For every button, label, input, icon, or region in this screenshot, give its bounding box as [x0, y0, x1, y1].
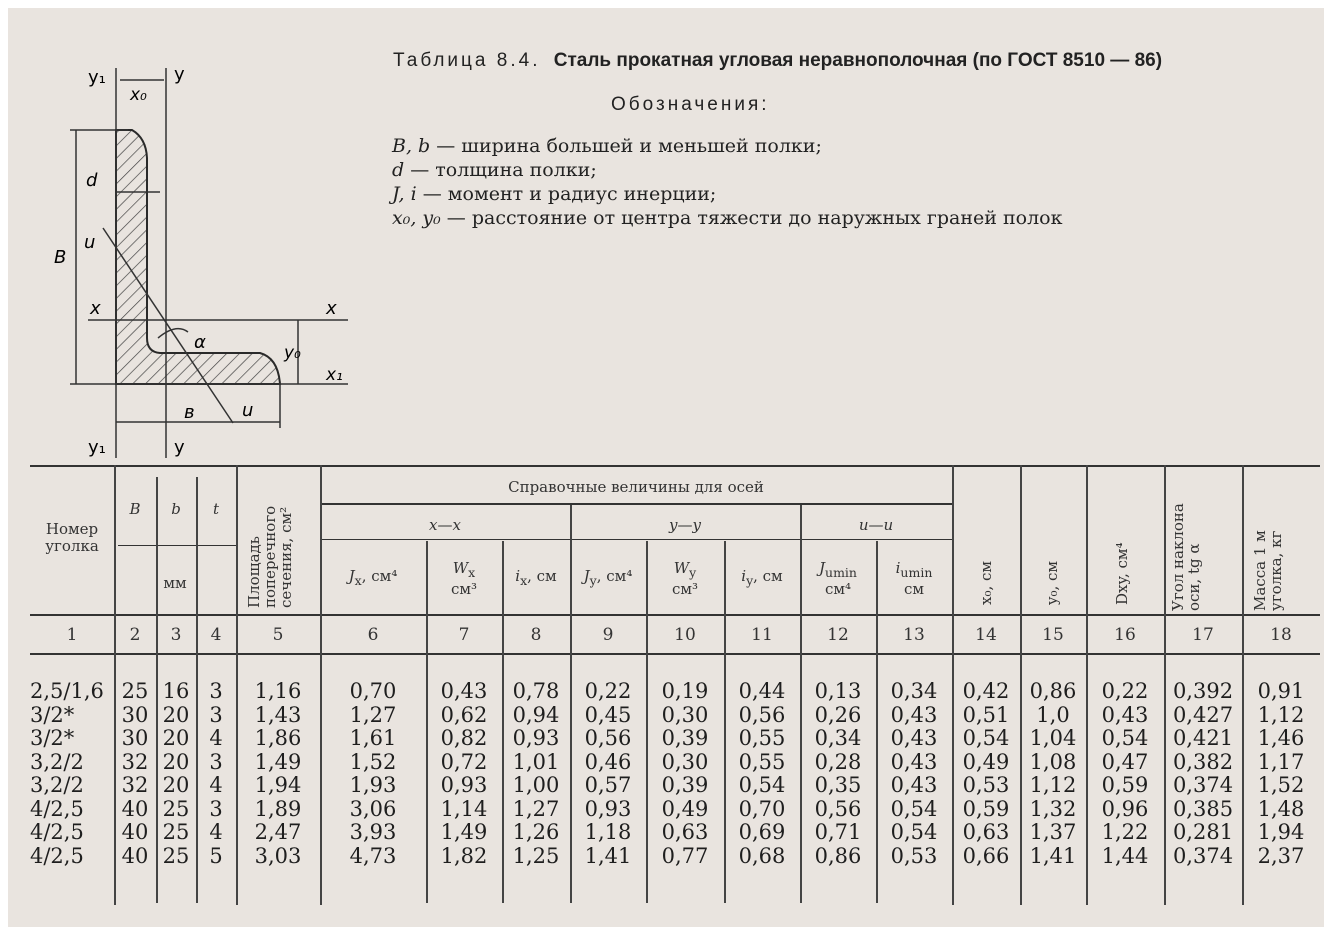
header-bottom-rule: [30, 614, 1320, 616]
table-cell: 0,43: [890, 749, 938, 774]
table-cell: 4: [209, 773, 223, 797]
label-x-right: x: [326, 298, 337, 319]
header-mass: Масса 1 м уголка, кг: [1251, 530, 1285, 611]
table-cell: 20: [162, 773, 190, 797]
table-cell: 0,43: [890, 702, 938, 727]
column-number: 10: [674, 625, 696, 645]
definition-symbols: J, i: [392, 183, 417, 205]
cell-nomer: 3/2*: [30, 702, 75, 727]
table-cell: 0,34: [814, 726, 862, 750]
column-number: 14: [975, 625, 997, 645]
table-cell: 0,62: [440, 702, 488, 727]
data-table: [30, 463, 1320, 913]
table-cell: 0,72: [440, 749, 488, 774]
table-cell: 1,22: [1101, 820, 1149, 844]
page-scan: [8, 8, 1324, 927]
column-number: 2: [129, 625, 141, 645]
notation-heading: Обозначения:: [611, 94, 770, 115]
table-cell: 5: [209, 843, 223, 868]
header-B: B: [129, 500, 141, 518]
label-alpha: α: [194, 332, 206, 353]
table-cell: 0,86: [814, 843, 862, 868]
table-cell: 0,54: [962, 726, 1010, 750]
table-cell: 1,49: [254, 749, 302, 774]
table-cell: 1,00: [512, 773, 560, 797]
table-cell: 0,56: [814, 796, 862, 821]
table-cell: 1,86: [254, 726, 302, 750]
table-cell: 2,37: [1257, 843, 1305, 868]
definition-row: [392, 134, 1062, 158]
table-cell: 0,57: [584, 773, 632, 797]
table-cell: 0,93: [440, 773, 488, 797]
cell-nomer: 4/2,5: [30, 843, 84, 868]
definition-text: — ширина большей и меньшей полки;: [430, 135, 822, 157]
table-cell: 1,41: [1029, 843, 1077, 868]
header-mm: мм: [163, 574, 187, 592]
column-number: 17: [1192, 625, 1214, 645]
header-uu: u—u: [858, 516, 894, 534]
table-cell: 1,0: [1036, 702, 1070, 727]
table-cell: 40: [121, 820, 149, 844]
header-x0: x₀, см: [977, 560, 995, 605]
table-cell: 1,48: [1257, 796, 1305, 821]
table-cell: 0,22: [584, 679, 632, 703]
table-cell: 0,43: [890, 726, 938, 750]
table-cell: 0,66: [962, 843, 1010, 868]
table-cell: 40: [121, 796, 149, 821]
table-cell: 1,44: [1101, 843, 1149, 868]
cell-nomer: 3,2/2: [30, 773, 84, 797]
table-cell: 1,12: [1029, 773, 1077, 797]
table-cell: 0,59: [1101, 773, 1149, 797]
table-cell: 1,52: [349, 749, 397, 774]
table-cell: 0,54: [890, 796, 938, 821]
table-cell: 0,39: [661, 773, 709, 797]
table-cell: 0,34: [890, 679, 938, 703]
table-cell: 0,39: [661, 726, 709, 750]
cell-nomer: 3,2/2: [30, 749, 84, 774]
definition-row: [392, 182, 1062, 206]
table-cell: 0,45: [584, 702, 632, 727]
table-cell: 3: [209, 679, 223, 703]
table-title-text: Сталь прокатная угловая неравнополочная (по ГОСТ 8510 — 86): [553, 50, 1163, 71]
header-iu: $i_{umin}$ см: [895, 559, 933, 598]
table-cell: 0,86: [1029, 679, 1077, 703]
table-cell: 0,30: [661, 749, 709, 774]
table-cell: 0,382: [1172, 749, 1234, 774]
definition-symbols: B, b: [392, 135, 431, 157]
table-cell: 16: [162, 679, 190, 703]
table-cell: 3: [209, 702, 223, 727]
label-b: в: [184, 402, 195, 423]
definition-text: — толщина полки;: [404, 159, 597, 181]
table-cell: 0,53: [890, 843, 938, 868]
label-d: d: [86, 170, 98, 191]
table-cell: 0,68: [738, 843, 786, 868]
table-cell: 0,93: [512, 726, 560, 750]
table-cell: 0,26: [814, 702, 862, 727]
axis-lines: [70, 68, 348, 458]
column-number: 4: [210, 625, 222, 645]
column-number: 16: [1114, 625, 1136, 645]
table-cell: 0,427: [1172, 702, 1234, 727]
table-cell: 0,43: [440, 679, 488, 703]
header-yy: y—y: [669, 516, 701, 534]
table-cell: 1,27: [349, 702, 397, 727]
table-cell: 0,44: [738, 679, 786, 703]
table-cell: 1,94: [1257, 820, 1305, 844]
table-cell: 25: [162, 796, 190, 821]
table-cell: 0,96: [1101, 796, 1149, 821]
table-cell: 0,385: [1172, 796, 1234, 821]
table-cell: 0,51: [962, 702, 1010, 727]
table-cell: 1,41: [584, 843, 632, 868]
table-cell: 30: [121, 702, 149, 727]
table-cell: 0,46: [584, 749, 632, 774]
table-cell: 32: [121, 749, 149, 774]
table-cell: 0,71: [814, 820, 862, 844]
column-number: 3: [170, 625, 182, 645]
table-cell: 25: [162, 820, 190, 844]
table-cell: 1,93: [349, 773, 397, 797]
table-cell: 1,52: [1257, 773, 1305, 797]
table-cell: 0,70: [349, 679, 397, 703]
table-cell: 0,69: [738, 820, 786, 844]
header-area: Площадь поперечного сечения, см²: [245, 505, 295, 608]
column-number: 6: [367, 625, 379, 645]
header-t: t: [212, 500, 220, 518]
table-cell: 1,18: [584, 820, 632, 844]
table-cell: 1,37: [1029, 820, 1077, 844]
table-cell: 25: [162, 843, 190, 868]
table-cell: 0,281: [1172, 820, 1234, 844]
table-cell: 0,47: [1101, 749, 1149, 774]
cell-nomer: 4/2,5: [30, 820, 84, 844]
column-number: 1: [66, 625, 78, 645]
header-xx: x—x: [429, 516, 461, 534]
column-number: 9: [602, 625, 614, 645]
table-cell: 1,14: [440, 796, 488, 821]
header-ref: Справочные величины для осей: [508, 478, 764, 496]
table-cell: 32: [121, 773, 149, 797]
column-number: 8: [530, 625, 542, 645]
header-nomer: Номер уголка: [45, 520, 99, 555]
table-cell: 25: [121, 679, 149, 703]
table-cell: 0,43: [890, 773, 938, 797]
axis-group-rule: [320, 539, 952, 540]
table-cell: 1,25: [512, 843, 560, 868]
table-cell: 40: [121, 843, 149, 868]
table-cell: 4: [209, 820, 223, 844]
table-cell: 0,42: [962, 679, 1010, 703]
definition-text: — момент и радиус инерции;: [416, 183, 717, 205]
table-cell: 0,91: [1257, 679, 1305, 703]
table-cell: 1,16: [254, 679, 302, 703]
cell-nomer: 2,5/1,6: [30, 679, 104, 703]
table-cell: 0,93: [584, 796, 632, 821]
table-cell: 0,49: [661, 796, 709, 821]
label-y1-bottom: y₁: [88, 437, 106, 458]
column-number: 7: [458, 625, 470, 645]
table-cell: 0,43: [1101, 702, 1149, 727]
table-cell: 1,46: [1257, 726, 1305, 750]
definition-text: — расстояние от центра тяжести до наружных граней полок: [440, 207, 1063, 229]
definitions-list: [392, 134, 1062, 230]
label-u-top: u: [84, 232, 96, 253]
table-cell: 1,49: [440, 820, 488, 844]
column-number: 18: [1270, 625, 1292, 645]
cell-nomer: 3/2*: [30, 726, 75, 750]
table-cell: 0,59: [962, 796, 1010, 821]
header-b: b: [171, 500, 181, 518]
table-cell: 20: [162, 749, 190, 774]
table-cell: 0,374: [1172, 843, 1234, 868]
label-x1: x₁: [326, 365, 343, 385]
table-cell: 0,70: [738, 796, 786, 821]
table-cell: 20: [162, 702, 190, 727]
label-y-bottom: y: [174, 437, 185, 458]
table-cell: 0,22: [1101, 679, 1149, 703]
table-cell: 1,94: [254, 773, 302, 797]
table-cell: 3: [209, 796, 223, 821]
header-Dxy: Dxy, см⁴: [1113, 542, 1131, 605]
table-cell: 0,63: [962, 820, 1010, 844]
table-cell: 0,35: [814, 773, 862, 797]
label-x0: x₀: [130, 85, 147, 105]
table-cell: 0,94: [512, 702, 560, 727]
table-cell: 0,30: [661, 702, 709, 727]
header-iy: $i_y$, см: [741, 567, 783, 588]
table-cell: 0,374: [1172, 773, 1234, 797]
col-numbers-rule: [30, 653, 1320, 655]
header-y0: y₀, см: [1043, 560, 1061, 605]
table-cell: 0,54: [738, 773, 786, 797]
table-title: [393, 50, 1162, 72]
column-number: 15: [1042, 625, 1064, 645]
header-ix: $i_x$, см: [515, 567, 557, 588]
table-cell: 0,49: [962, 749, 1010, 774]
table-cell: 2,47: [254, 820, 302, 844]
table-cell: 1,27: [512, 796, 560, 821]
header-Jx: $J_x$, см⁴: [348, 567, 398, 588]
table-cell: 1,17: [1257, 749, 1305, 774]
table-cell: 0,28: [814, 749, 862, 774]
table-cell: 0,82: [440, 726, 488, 750]
table-cell: 0,421: [1172, 726, 1234, 750]
table-cell: 1,32: [1029, 796, 1077, 821]
column-number: 13: [903, 625, 925, 645]
table-cell: 0,56: [584, 726, 632, 750]
table-cell: 1,01: [512, 749, 560, 774]
table-cell: 0,55: [738, 749, 786, 774]
label-y0: y₀: [284, 343, 301, 363]
table-cell: 0,54: [890, 820, 938, 844]
definition-symbols: d: [392, 159, 405, 181]
table-cell: 0,19: [661, 679, 709, 703]
table-cell: 0,13: [814, 679, 862, 703]
header-Wx: $W_x$ см³: [450, 559, 478, 598]
table-cell: 1,12: [1257, 702, 1305, 727]
table-cell: 0,78: [512, 679, 560, 703]
table-cell: 3,03: [254, 843, 302, 868]
definition-symbols: x₀, y₀: [392, 207, 441, 229]
table-cell: 1,82: [440, 843, 488, 868]
header-Jy: $J_y$, см⁴: [583, 567, 633, 588]
table-cell: 30: [121, 726, 149, 750]
table-cell: 1,26: [512, 820, 560, 844]
column-number: 5: [272, 625, 284, 645]
table-top-rule: [30, 465, 1320, 467]
label-u-bottom: u: [242, 400, 254, 421]
mm-rule: [118, 545, 236, 546]
table-cell: 0,53: [962, 773, 1010, 797]
header-Wy: $W_y$ см³: [671, 559, 699, 598]
table-cell: 1,43: [254, 702, 302, 727]
table-cell: 1,08: [1029, 749, 1077, 774]
label-y1-top: y₁: [88, 67, 106, 88]
table-cell: 0,55: [738, 726, 786, 750]
table-cell: 1,61: [349, 726, 397, 750]
table-cell: 3: [209, 749, 223, 774]
table-cell: 4: [209, 726, 223, 750]
table-cell: 1,89: [254, 796, 302, 821]
column-number: 11: [751, 625, 773, 645]
label-B: B: [54, 247, 67, 268]
table-cell: 0,56: [738, 702, 786, 727]
definition-row: [392, 206, 1062, 230]
table-cell: 3,06: [349, 796, 397, 821]
table-cell: 1,04: [1029, 726, 1077, 750]
ref-group-rule: [320, 503, 952, 505]
table-cell: 4,73: [349, 843, 397, 868]
table-cell: 0,392: [1172, 679, 1234, 703]
definition-row: [392, 158, 1062, 182]
table-cell: 3,93: [349, 820, 397, 844]
header-Ju: $J_{umin}$ см⁴: [819, 559, 857, 598]
column-number: 12: [827, 625, 849, 645]
table-cell: 0,63: [661, 820, 709, 844]
cell-nomer: 4/2,5: [30, 796, 84, 821]
table-cell: 0,54: [1101, 726, 1149, 750]
header-tg: Угол наклона оси, tg α: [1169, 503, 1203, 611]
table-cell: 20: [162, 726, 190, 750]
angle-section-diagram: [48, 48, 368, 468]
table-cell: 0,77: [661, 843, 709, 868]
label-y-top: y: [174, 64, 185, 85]
label-x-left: x: [90, 298, 101, 319]
table-label: Таблица 8.4.: [393, 50, 541, 71]
